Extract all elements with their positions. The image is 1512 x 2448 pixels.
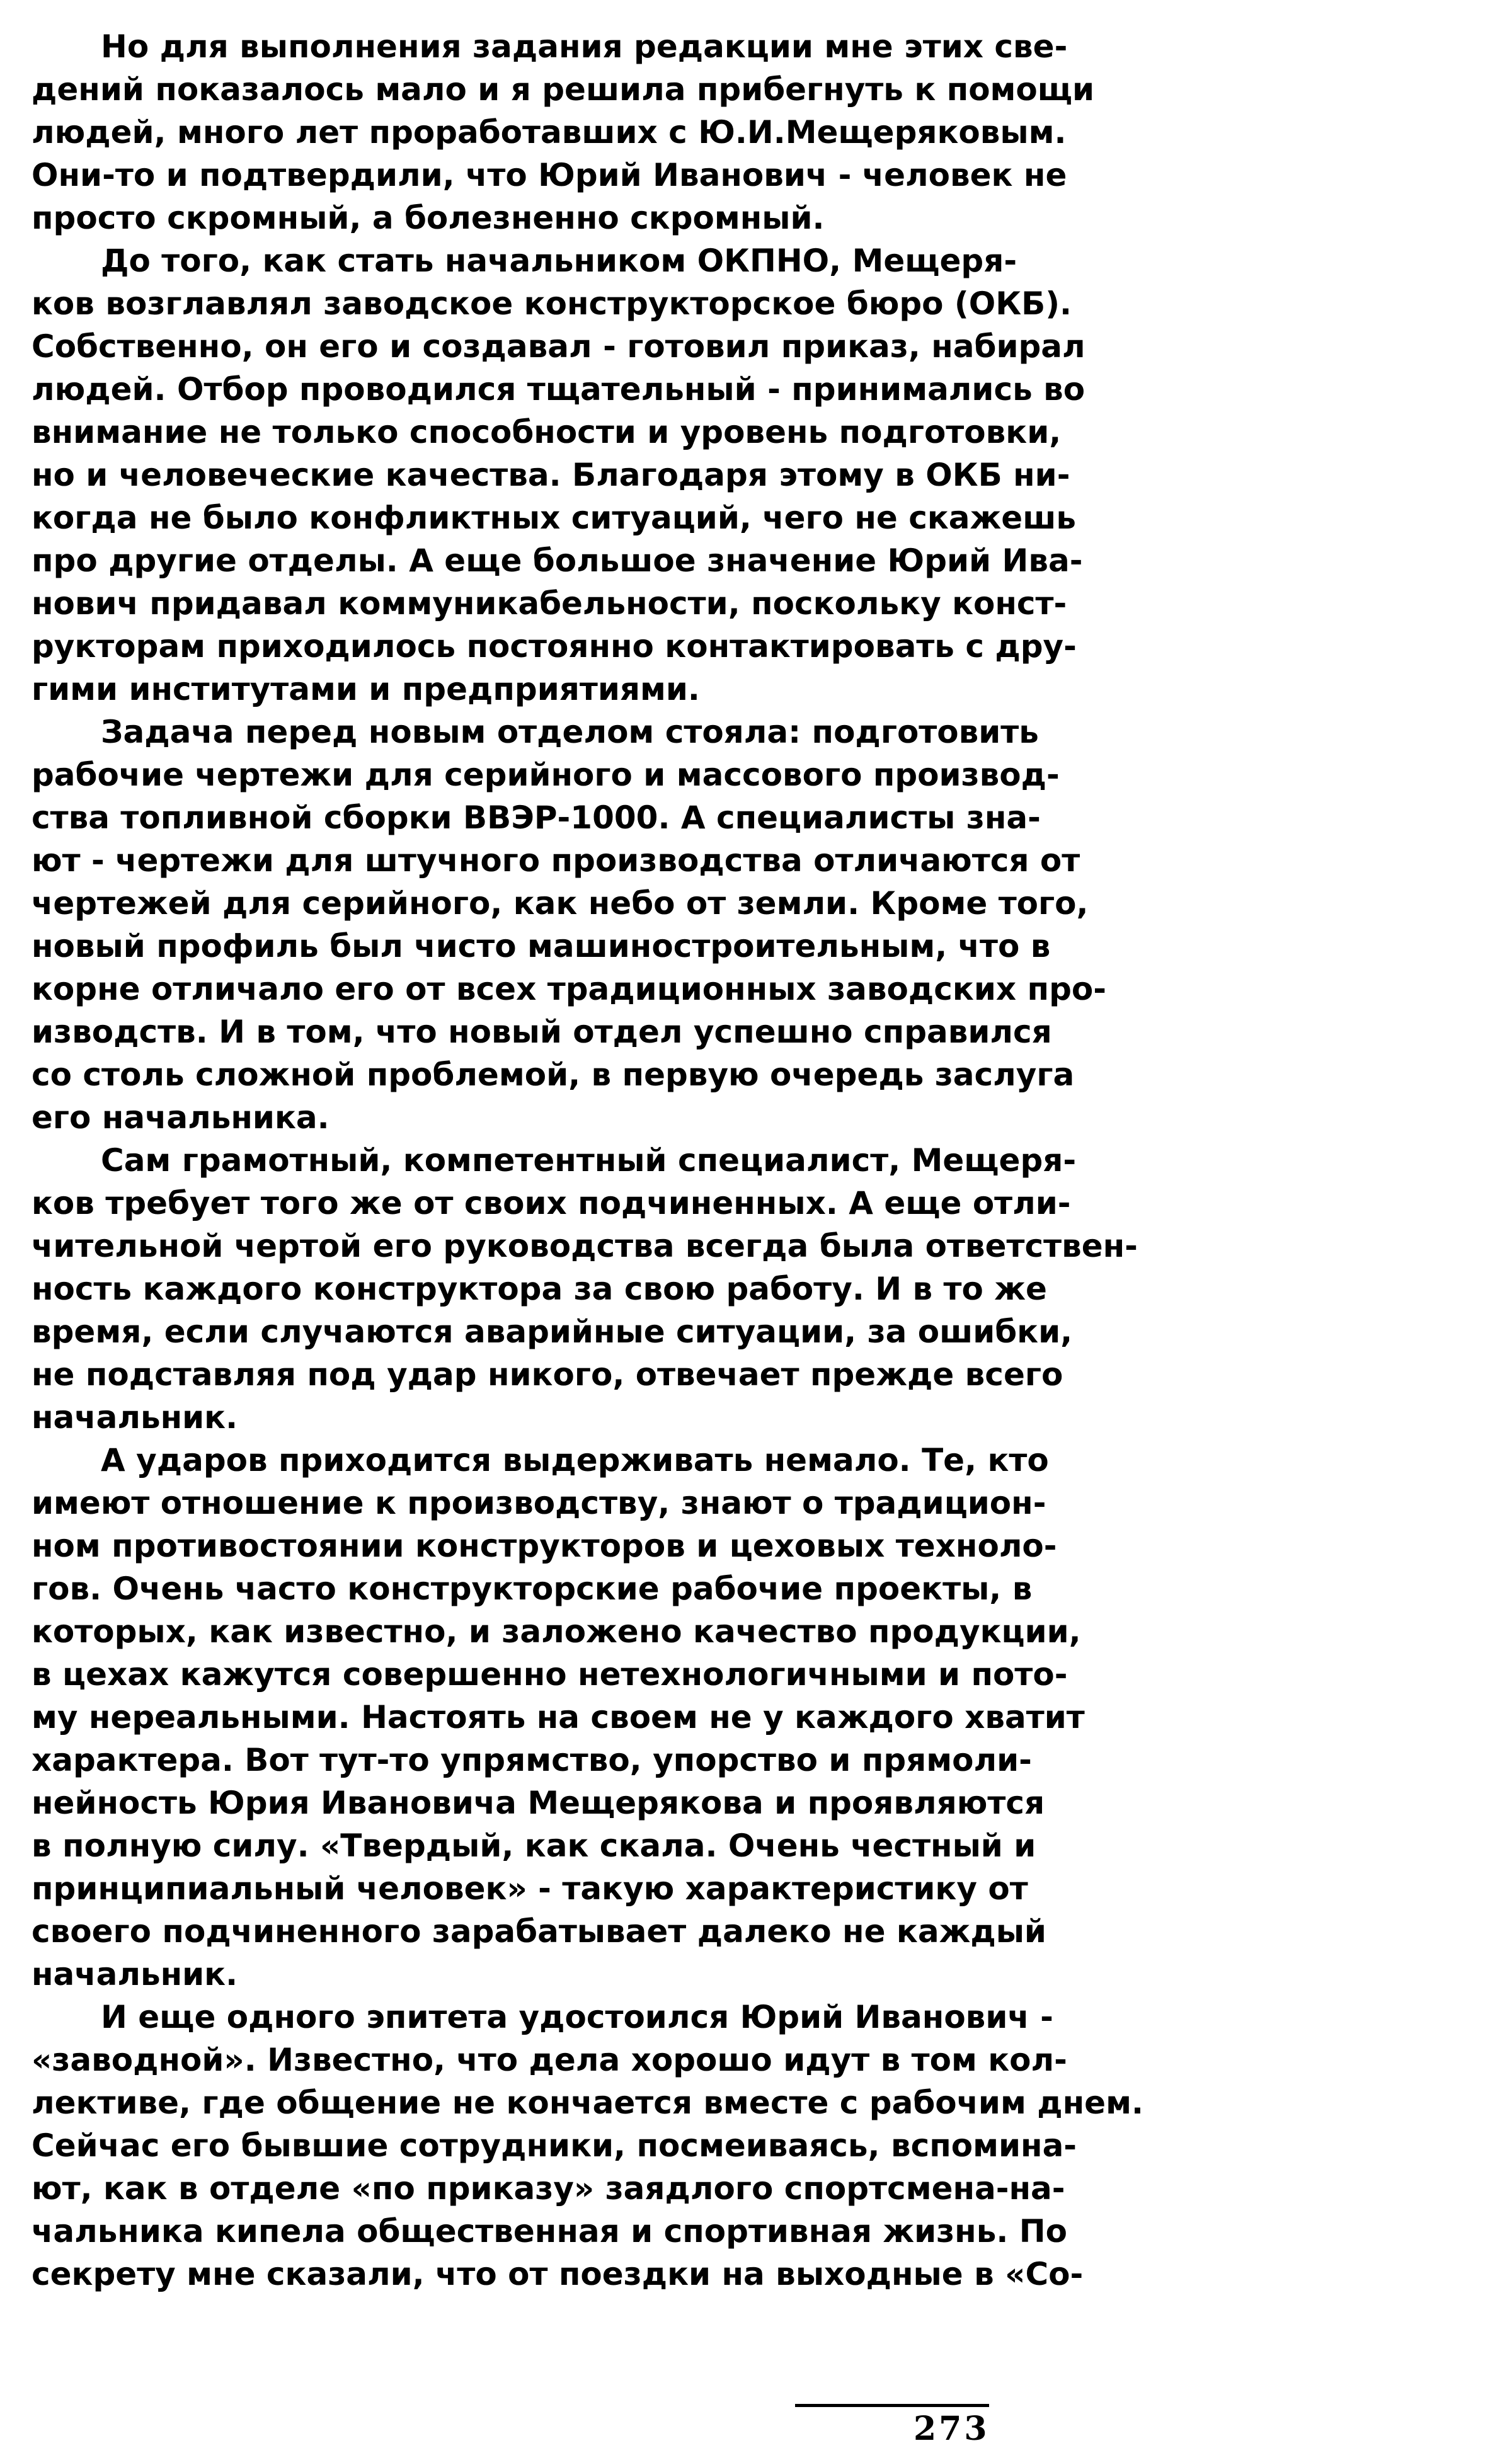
text-line: имеют отношение к производству, знают о традицион- bbox=[32, 1485, 1046, 1521]
text-line: чительной чертой его руководства всегда была ответствен- bbox=[32, 1228, 1138, 1264]
text-line: Но для выполнения задания редакции мне этих све- bbox=[101, 28, 1068, 65]
text-line: ков возглавлял заводское конструкторское бюро (ОКБ). bbox=[32, 285, 1072, 322]
text-line: время, если случаются аварийные ситуации, за ошибки, bbox=[32, 1313, 1073, 1350]
page-text bbox=[32, 25, 1143, 2296]
text-line: когда не было конфликтных ситуаций, чего не скажешь bbox=[32, 500, 1076, 536]
text-line: чальника кипела общественная и спортивная жизнь. По bbox=[32, 2213, 1067, 2250]
text-line: характера. Вот тут-то упрямство, упорство и прямоли- bbox=[32, 1742, 1032, 1778]
text-line: своего подчиненного зарабатывает далеко не каждый bbox=[32, 1913, 1046, 1950]
text-line: рабочие чертежи для серийного и массового производ- bbox=[32, 757, 1060, 793]
text-line: в полную силу. «Твердый, как скала. Очень честный и bbox=[32, 1827, 1036, 1864]
text-line: начальник. bbox=[32, 1956, 238, 1993]
text-line: И еще одного эпитета удостоился Юрий Иванович - bbox=[101, 1999, 1053, 2035]
text-line: Задача перед новым отделом стояла: подготовить bbox=[101, 714, 1039, 750]
text-line: ность каждого конструктора за свою работу. И в то же bbox=[32, 1271, 1047, 1307]
text-line: но и человеческие качества. Благодаря этому в ОКБ ни- bbox=[32, 457, 1070, 493]
text-line: изводств. И в том, что новый отдел успешно справился bbox=[32, 1014, 1052, 1050]
text-line: Собственно, он его и создавал - готовил приказ, набирал bbox=[32, 328, 1085, 365]
text-line: ют - чертежи для штучного производства отличаются от bbox=[32, 842, 1080, 879]
text-line: не подставляя под удар никого, отвечает прежде всего bbox=[32, 1356, 1063, 1393]
text-line: гов. Очень часто конструкторские рабочие проекты, в bbox=[32, 1570, 1033, 1607]
text-line: «заводной». Известно, что дела хорошо идут в том кол- bbox=[32, 2042, 1067, 2078]
page-number: 273 bbox=[914, 2410, 990, 2448]
text-line: ют, как в отделе «по приказу» заядлого спортсмена-на- bbox=[32, 2170, 1065, 2207]
text-line: ков требует того же от своих подчиненных. А еще отли- bbox=[32, 1185, 1071, 1221]
text-line: рукторам приходилось постоянно контактировать с дру- bbox=[32, 628, 1077, 665]
text-line: му нереальными. Настоять на своем не у каждого хватит bbox=[32, 1699, 1085, 1736]
text-line: ства топливной сборки ВВЭР-1000. А специалисты зна- bbox=[32, 799, 1041, 836]
text-line: ном противостоянии конструкторов и цеховых техноло- bbox=[32, 1528, 1057, 1564]
text-line: корне отличало его от всех традиционных заводских про- bbox=[32, 971, 1106, 1007]
text-line: Сейчас его бывшие сотрудники, посмеиваясь, вспомина- bbox=[32, 2127, 1077, 2164]
text-line: лективе, где общение не кончается вместе с рабочим днем. bbox=[32, 2085, 1143, 2121]
text-line: гими институтами и предприятиями. bbox=[32, 671, 700, 707]
text-line: про другие отделы. А еще большое значение Юрий Ива- bbox=[32, 542, 1083, 579]
text-line: со столь сложной проблемой, в первую очередь заслуга bbox=[32, 1056, 1075, 1093]
text-line: Они-то и подтвердили, что Юрий Иванович - человек не bbox=[32, 157, 1067, 193]
text-line: дений показалось мало и я решила прибегнуть к помощи bbox=[32, 71, 1095, 108]
text-line: Сам грамотный, компетентный специалист, Мещеря- bbox=[101, 1142, 1077, 1179]
footer-rule bbox=[795, 2404, 989, 2407]
text-line: чертежей для серийного, как небо от земли. Кроме того, bbox=[32, 885, 1089, 922]
text-line: нович придавал коммуникабельности, поскольку конст- bbox=[32, 585, 1067, 622]
text-line: новый профиль был чисто машиностроительным, что в bbox=[32, 928, 1051, 964]
text-line: начальник. bbox=[32, 1399, 238, 1436]
text-line: секрету мне сказали, что от поездки на выходные в «Со- bbox=[32, 2256, 1084, 2292]
text-line: которых, как известно, и заложено качество продукции, bbox=[32, 1613, 1081, 1650]
text-line: А ударов приходится выдерживать немало. Те, кто bbox=[101, 1442, 1049, 1479]
text-line: людей. Отбор проводился тщательный - принимались во bbox=[32, 371, 1085, 408]
text-line: его начальника. bbox=[32, 1099, 329, 1136]
text-line: людей, много лет проработавших с Ю.И.Мещеряковым. bbox=[32, 114, 1067, 151]
text-line: внимание не только способности и уровень подготовки, bbox=[32, 414, 1062, 450]
text-line: До того, как стать начальником ОКПНО, Мещеря- bbox=[101, 243, 1017, 279]
text-line: нейность Юрия Ивановича Мещерякова и проявляются bbox=[32, 1785, 1045, 1821]
text-line: в цехах кажутся совершенно нетехнологичными и пото- bbox=[32, 1656, 1068, 1693]
text-line: принципиальный человек» - такую характеристику от bbox=[32, 1870, 1028, 1907]
text-line: просто скромный, а болезненно скромный. bbox=[32, 200, 825, 236]
